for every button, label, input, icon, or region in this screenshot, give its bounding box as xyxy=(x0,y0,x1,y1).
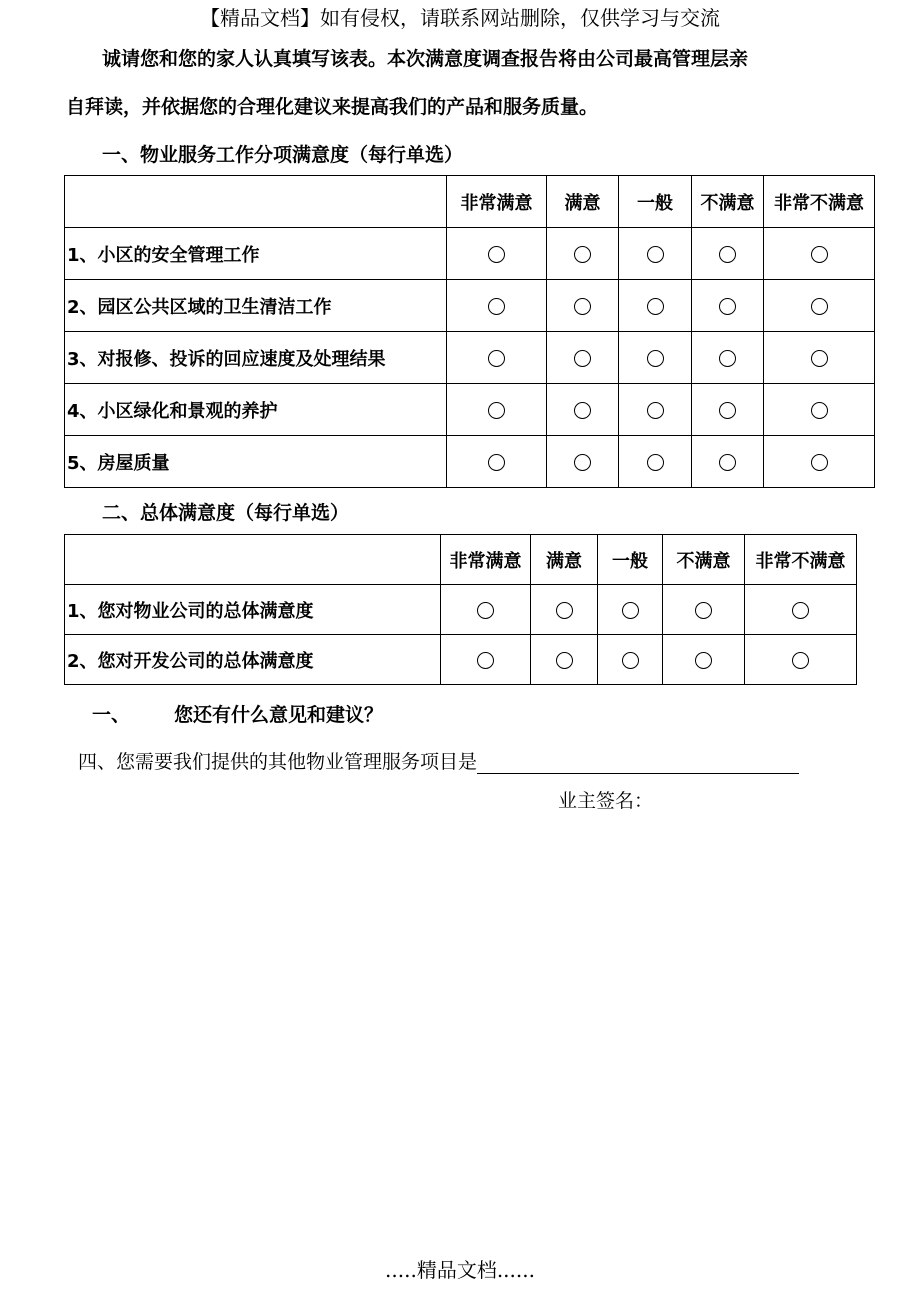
document-footer: .....精品文档...... xyxy=(385,1258,535,1282)
radio-button[interactable] xyxy=(488,298,505,315)
column-header: 不满意 xyxy=(692,176,764,228)
radio-button[interactable] xyxy=(647,350,664,367)
table-row xyxy=(65,585,857,635)
radio-button[interactable] xyxy=(811,402,828,419)
radio-button[interactable] xyxy=(719,246,736,263)
row-label: 1、您对物业公司的总体满意度 xyxy=(65,585,441,635)
column-header: 满意 xyxy=(547,176,619,228)
answer-blank-line[interactable] xyxy=(477,751,799,774)
section2-title: 二、总体满意度（每行单选） xyxy=(102,502,350,524)
row-label: 2、园区公共区域的卫生清洁工作 xyxy=(65,280,447,332)
radio-button[interactable] xyxy=(574,350,591,367)
radio-button[interactable] xyxy=(719,298,736,315)
column-header: 满意 xyxy=(531,535,598,585)
section3-title xyxy=(92,700,383,727)
row-label: 4、小区绿化和景观的养护 xyxy=(65,384,447,436)
itemized-satisfaction-table xyxy=(64,175,875,488)
table-row xyxy=(65,280,875,332)
table-header-row xyxy=(65,535,857,585)
radio-button[interactable] xyxy=(811,454,828,471)
column-header: 非常不满意 xyxy=(764,176,875,228)
row-label: 1、小区的安全管理工作 xyxy=(65,228,447,280)
radio-button[interactable] xyxy=(556,652,573,669)
radio-button[interactable] xyxy=(477,602,494,619)
corner-cell xyxy=(65,535,441,585)
section4-question xyxy=(78,747,799,774)
row-label: 5、房屋质量 xyxy=(65,436,447,488)
column-header: 非常不满意 xyxy=(745,535,857,585)
radio-button[interactable] xyxy=(488,402,505,419)
radio-button[interactable] xyxy=(695,602,712,619)
radio-button[interactable] xyxy=(556,602,573,619)
table-row xyxy=(65,332,875,384)
column-header: 非常满意 xyxy=(447,176,547,228)
radio-button[interactable] xyxy=(622,602,639,619)
radio-button[interactable] xyxy=(811,246,828,263)
column-header: 一般 xyxy=(619,176,692,228)
column-header: 非常满意 xyxy=(441,535,531,585)
table-row xyxy=(65,228,875,280)
radio-button[interactable] xyxy=(811,350,828,367)
section4-text: 四、您需要我们提供的其他物业管理服务项目是 xyxy=(78,751,478,773)
radio-button[interactable] xyxy=(488,454,505,471)
document-header: 【精品文档】如有侵权，请联系网站删除，仅供学习与交流 xyxy=(200,6,720,30)
owner-signature-label: 业主签名： xyxy=(558,790,654,812)
radio-button[interactable] xyxy=(647,454,664,471)
radio-button[interactable] xyxy=(488,246,505,263)
radio-button[interactable] xyxy=(488,350,505,367)
corner-cell xyxy=(65,176,447,228)
radio-button[interactable] xyxy=(719,350,736,367)
radio-button[interactable] xyxy=(719,454,736,471)
section3-number: 一、 xyxy=(92,704,131,726)
table-row xyxy=(65,384,875,436)
radio-button[interactable] xyxy=(574,298,591,315)
overall-satisfaction-table xyxy=(64,534,857,685)
table-header-row xyxy=(65,176,875,228)
section1-title: 一、物业服务工作分项满意度（每行单选） xyxy=(102,144,464,166)
column-header: 一般 xyxy=(598,535,663,585)
table-row xyxy=(65,635,857,685)
radio-button[interactable] xyxy=(574,246,591,263)
radio-button[interactable] xyxy=(719,402,736,419)
row-label: 3、对报修、投诉的回应速度及处理结果 xyxy=(65,332,447,384)
column-header: 不满意 xyxy=(663,535,745,585)
radio-button[interactable] xyxy=(622,652,639,669)
intro-line-1: 诚请您和您的家人认真填写该表。本次满意度调查报告将由公司最高管理层亲 xyxy=(102,48,749,70)
radio-button[interactable] xyxy=(477,652,494,669)
intro-line-2: 自拜读，并依据您的合理化建议来提高我们的产品和服务质量。 xyxy=(66,96,599,118)
radio-button[interactable] xyxy=(695,652,712,669)
radio-button[interactable] xyxy=(647,298,664,315)
radio-button[interactable] xyxy=(811,298,828,315)
radio-button[interactable] xyxy=(574,402,591,419)
radio-button[interactable] xyxy=(647,402,664,419)
radio-button[interactable] xyxy=(792,652,809,669)
radio-button[interactable] xyxy=(574,454,591,471)
section3-text: 您还有什么意见和建议？ xyxy=(174,704,384,726)
table-row xyxy=(65,436,875,488)
radio-button[interactable] xyxy=(647,246,664,263)
radio-button[interactable] xyxy=(792,602,809,619)
row-label: 2、您对开发公司的总体满意度 xyxy=(65,635,441,685)
